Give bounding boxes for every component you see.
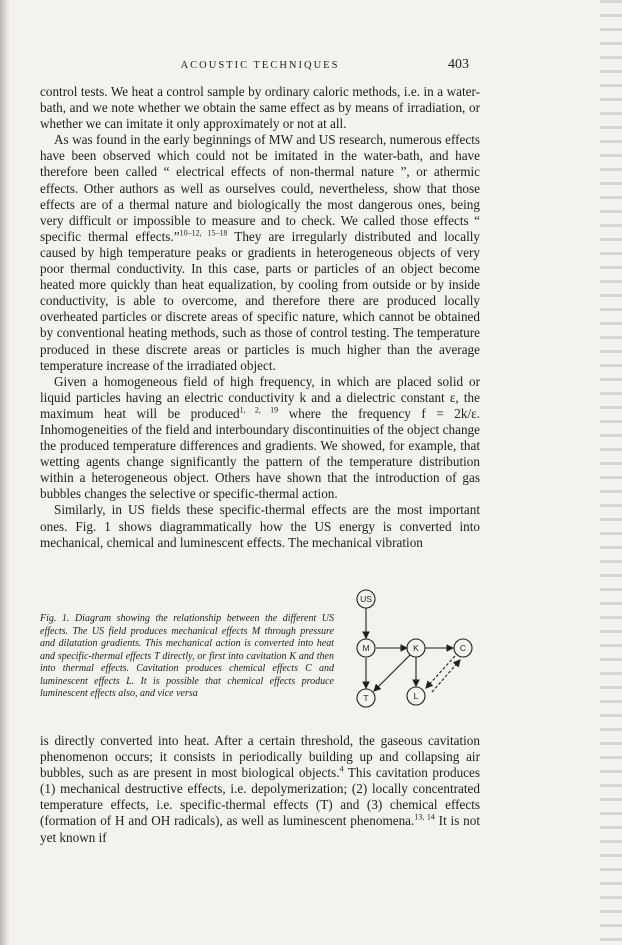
- paragraph-5: [40, 733, 480, 846]
- figure-caption: [40, 613, 334, 701]
- figure-caption-text: Diagram showing the relationship between the different US effects. The US field produces mechanical effects M through pressure and dilatation gradients. This mechanical action is converted into heat and specific-thermal effects T directly, or first into cavitation K and then into thermal effects. Cavitation produces chemical effects C and luminescent effects L. It is possible that chemical effects produce luminescent effects also, and vice versa: [40, 613, 334, 699]
- arrow-k-to-t: [374, 655, 410, 691]
- node-t-label: T: [363, 693, 369, 703]
- paragraph-5-text-a: is directly converted into heat. After a certain threshold, the gaseous cavitation phenomenon occurs; it consists in periodically building up and collapsing air bubbles, such as are present in most biological objects.: [40, 733, 480, 781]
- paragraph-3-text: Given a homogeneous field of high frequency, in which are placed solid or liquid particles having an electric conductivity k and a dielectric constant ε, the maximum heat will be produced: [40, 373, 480, 421]
- paragraph-4: Similarly, in US fields these specific-thermal effects are the most important ones. Fig. 1 shows diagrammatically how the US energy is converted into mechanical, chemical and luminescent effects. The mechanical vibration: [40, 502, 480, 550]
- paragraph-1: control tests. We heat a control sample by ordinary caloric methods, i.e. in a water-bath, and we note whether we obtain the same effect as by means of irradiation, or whether we can imitate it only approximately or not at all.: [40, 84, 480, 132]
- figure-label: Fig. 1.: [40, 613, 70, 624]
- paragraph-2: [40, 132, 480, 373]
- scan-margin-marks-right: [600, 0, 622, 945]
- node-k-label: K: [413, 643, 419, 653]
- paragraph-2-tail: They are irregularly distributed and locally caused by high temperature peaks or gradients in heterogeneous objects of very poor thermal conductivity. In this case, parts or particles of an object become heated more quickly than heat equalization, by cooling from outside or by inside conductivity, is able to overcome, and therefore there are produced locally overheated particles or discrete areas of specific nature, which cannot be obtained by conventional heating methods, such as those of control testing. The temperature produced in these discrete areas or particles is much higher than the average temperature increase of the irradiated object.: [40, 228, 481, 373]
- paragraph-2-refs: 10–12, 15–18: [179, 228, 228, 238]
- body-text-top: [40, 84, 480, 551]
- paragraph-3-refs: 1, 2, 19: [239, 405, 279, 415]
- paragraph-5-text-b: This cavitation produces (1) mechanical destructive effects, i.e. depolymerization; (2) locally concentrated temperature effects, i.e. specific-thermal effects (T) and (3) chemical effects (formation of H and OH radicals), as well as luminescent phenomena.: [40, 765, 481, 829]
- node-m-label: M: [362, 643, 370, 653]
- node-us-label: US: [360, 594, 372, 604]
- page-number: 403: [448, 57, 469, 72]
- paragraph-3-tail: where the frequency f = 2k/ε. Inhomogeneities of the field and interboundary discontinuities of the object change the produced temperature differences and gradients. We showed, for example, that wetting agents change significantly the pattern of the temperature distribution within a heterogeneous object. Others have shown that the introduction of gas bubbles changes the selective or specific-thermal action.: [40, 405, 480, 502]
- node-l-label: L: [413, 691, 419, 701]
- us-effects-diagram: [348, 588, 488, 724]
- arrow-c-to-l: [426, 656, 455, 688]
- running-title: ACOUSTIC TECHNIQUES: [180, 60, 340, 71]
- paragraph-5-ref-2: 13, 14: [414, 813, 435, 823]
- body-text-bottom: [40, 733, 480, 846]
- paragraph-5-ref-1: 4: [339, 764, 344, 774]
- paragraph-2-text: As was found in the early beginnings of MW and US research, numerous effects have been observed which could not be imitated in the water-bath, and have therefore been called “ electrical effects of non-thermal nature ”, or athermic effects. Other authors as well as ourselves could, nevertheless, show that those effects are of a thermal nature and biologically the most dangerous ones, being very difficult or impossible to measure and to check. We called those effects “ specific thermal effects.”: [40, 132, 480, 244]
- paragraph-5-text-c: It is not yet known if: [40, 813, 481, 845]
- paragraph-3: [40, 374, 480, 503]
- scan-shadow-left: [0, 0, 10, 945]
- node-c-label: C: [459, 643, 467, 653]
